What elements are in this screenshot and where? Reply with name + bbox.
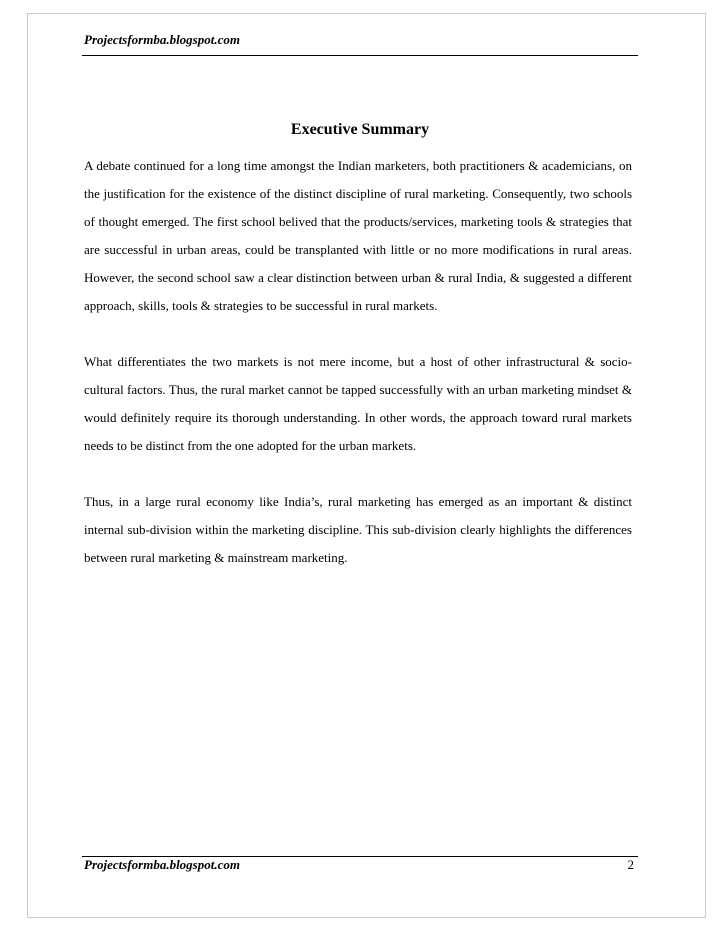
footer-site-text: Projectsformba.blogspot.com — [84, 857, 240, 872]
document-title: Executive Summary — [290, 121, 430, 138]
page-number: 2 — [627, 857, 634, 872]
document-body — [84, 152, 632, 600]
body-paragraph-1: A debate continued for a long time amongst the Indian marketers, both practitioners & academicians, on the justification for the existence of the distinct discipline of rural marketing. Consequently, two schools of thought emerged. The first school belived that the products/services, marketing tools & strategies that are successful in urban areas, could be transplanted with little or no more modifications in rural areas. However, the second school saw a clear distinction between urban & rural India, & suggested a different approach, skills, tools & strategies to be successful in rural markets. — [84, 158, 632, 313]
body-paragraph-3: Thus, in a large rural economy like India’s, rural marketing has emerged as an important & distinct internal sub-division within the marketing discipline. This sub-division clearly highlights the differences between rural marketing & mainstream marketing. — [84, 494, 632, 565]
header-site-text: Projectsformba.blogspot.com — [84, 32, 240, 47]
body-paragraph-2: What differentiates the two markets is not mere income, but a host of other infrastructural & socio-cultural factors. Thus, the rural market cannot be tapped successfully with an urban marketing mindset & would definitely require its thorough understanding. In other words, the approach toward rural markets needs to be distinct from the one adopted for the urban markets. — [84, 354, 632, 453]
header-divider — [82, 55, 638, 56]
